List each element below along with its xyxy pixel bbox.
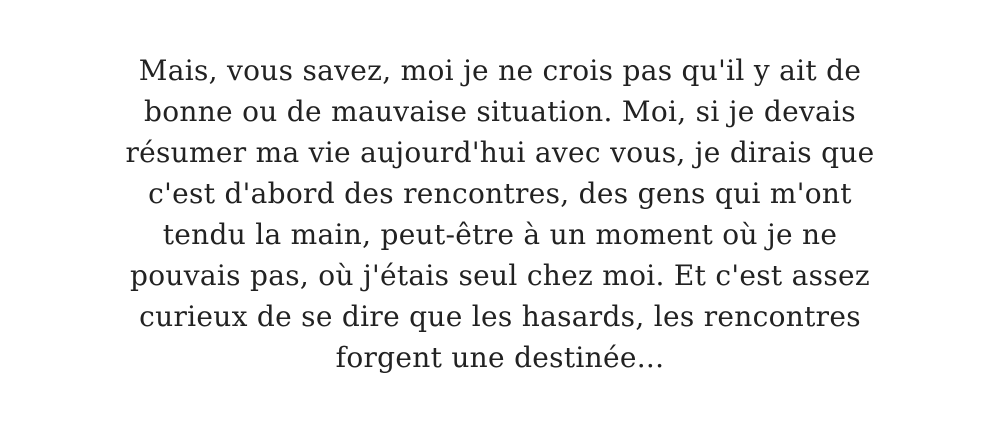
quote-text bbox=[0, 50, 1000, 378]
quote-line: Mais, vous savez, moi je ne crois pas qu'il y ait de bbox=[138, 54, 862, 87]
quote-line: résumer ma vie aujourd'hui avec vous, je dirais que bbox=[125, 136, 875, 169]
quote-line: forgent une destinée... bbox=[335, 341, 665, 374]
quote-line: pouvais pas, où j'étais seul chez moi. Et c'est assez bbox=[130, 259, 870, 292]
quote-line: tendu la main, peut-être à un moment où je ne bbox=[162, 218, 838, 251]
quote-line: curieux de se dire que les hasards, les rencontres bbox=[139, 300, 861, 333]
quote-line: c'est d'abord des rencontres, des gens qui m'ont bbox=[148, 177, 852, 210]
quote-line: bonne ou de mauvaise situation. Moi, si je devais bbox=[144, 95, 856, 128]
